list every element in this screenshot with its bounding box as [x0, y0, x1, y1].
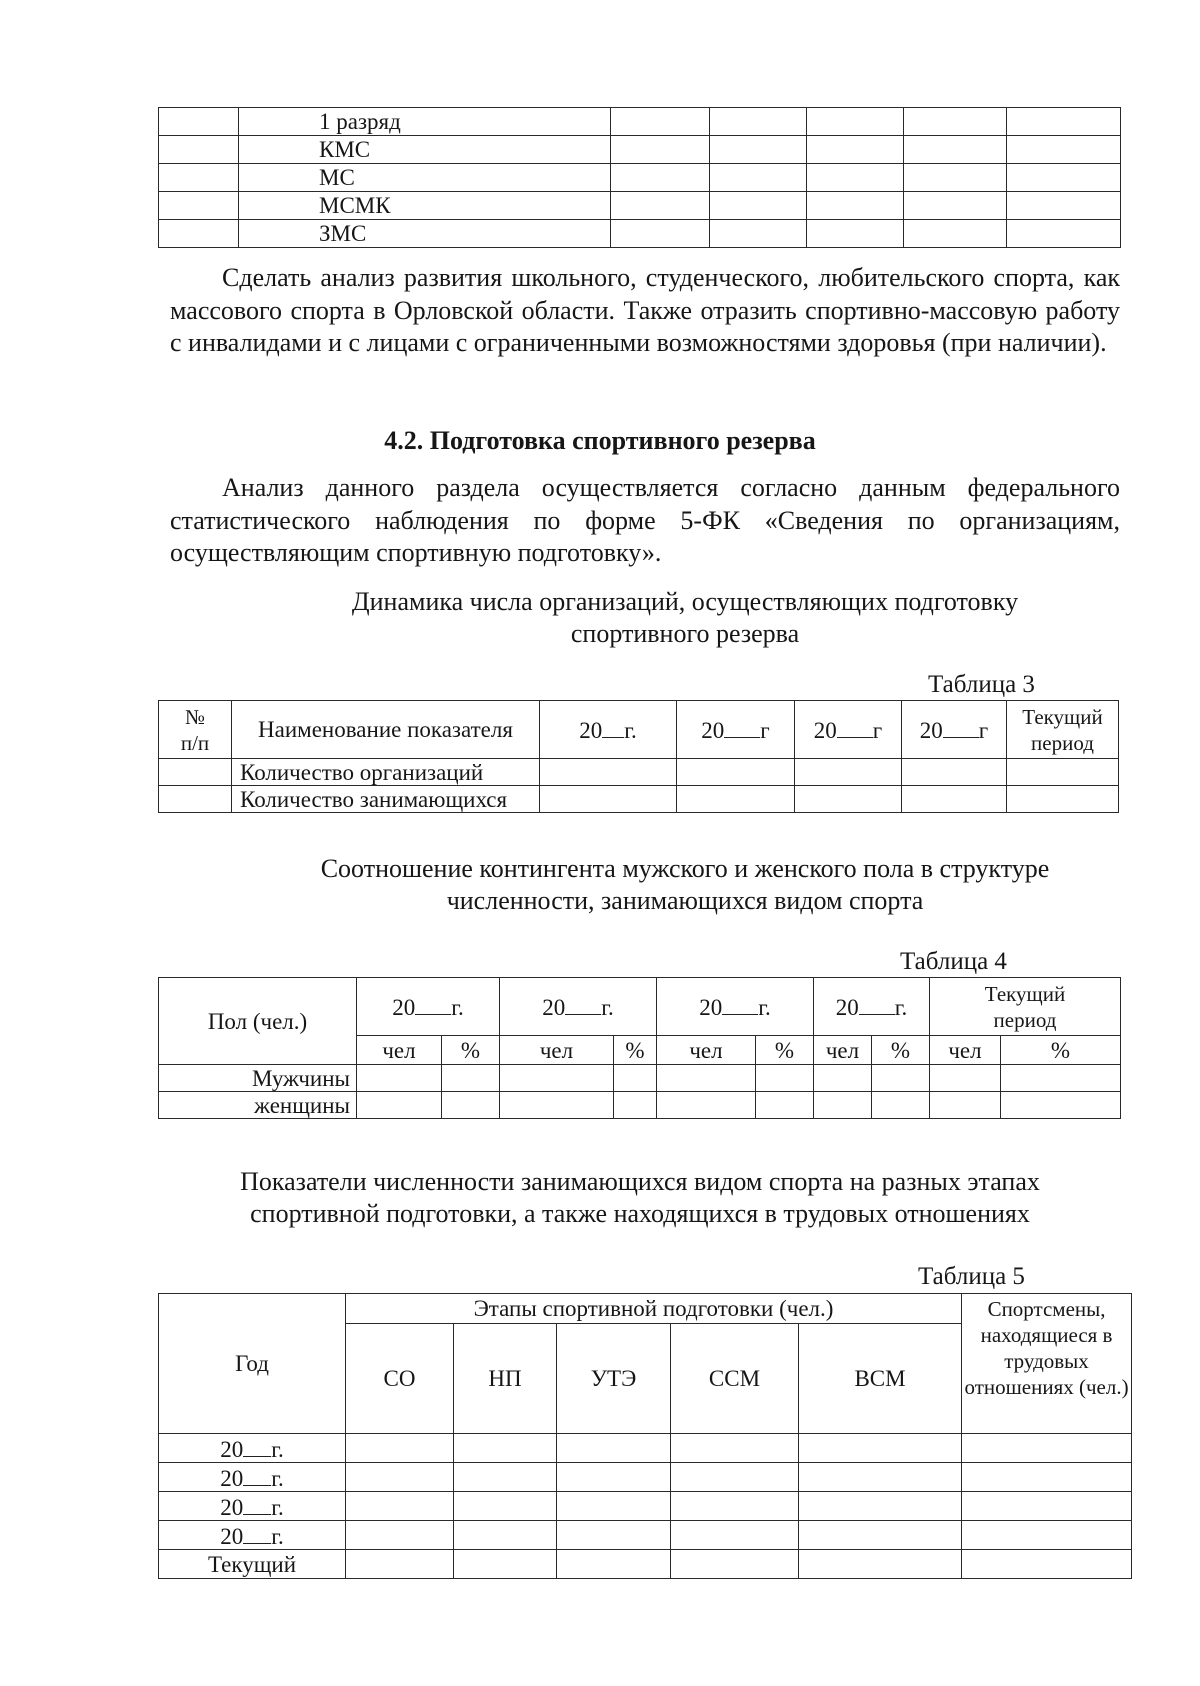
col-year: 20 г: [795, 701, 902, 759]
table-row: [159, 1492, 1132, 1521]
col-stage-so: СО: [346, 1324, 454, 1434]
section-heading: 4.2. Подготовка спортивного резерва: [384, 426, 816, 455]
table-header-row: [159, 1294, 1132, 1324]
row-year: 20 г.: [159, 1521, 346, 1550]
col-year: 20 г.: [540, 701, 677, 759]
table-row: [159, 1092, 1121, 1119]
table-row: [159, 136, 1121, 164]
table4-gender: [158, 977, 1121, 1119]
table-row: [159, 759, 1119, 786]
col-year: 20 г.: [357, 978, 500, 1036]
col-stage-vsm: ВСМ: [799, 1324, 962, 1434]
table3-organizations: [158, 700, 1119, 813]
col-current-period: Текущий период: [930, 978, 1121, 1036]
table-row: [159, 1463, 1132, 1492]
col-year: 20 г: [902, 701, 1007, 759]
col-number: № п/п: [159, 701, 232, 759]
col-indicator-name: Наименование показателя: [232, 701, 540, 759]
row-current: Текущий: [159, 1550, 346, 1579]
sub-percent: %: [1001, 1036, 1121, 1065]
rank-label: МС: [239, 164, 611, 192]
table-row: [159, 164, 1121, 192]
row-year: 20 г.: [159, 1463, 346, 1492]
col-stages-group: Этапы спортивной подготовки (чел.): [346, 1294, 962, 1324]
table-row: [159, 192, 1121, 220]
col-stage-ssm: ССМ: [671, 1324, 799, 1434]
col-year: 20 г.: [657, 978, 814, 1036]
sub-count: чел: [357, 1036, 442, 1065]
col-employed-athletes: Спортсмены, находящиеся в трудовых отношениях (чел.): [962, 1294, 1132, 1434]
table5-stages: [158, 1293, 1132, 1579]
table-header-row: [159, 701, 1119, 759]
row-year: 20 г.: [159, 1434, 346, 1463]
table-row: [159, 1550, 1132, 1579]
col-year: 20 г: [677, 701, 795, 759]
sub-percent: %: [442, 1036, 500, 1065]
rank-label: КМС: [239, 136, 611, 164]
table5-label: Таблица 5: [918, 1263, 1025, 1290]
col-current-period: Текущий период: [1007, 701, 1119, 759]
col-gender: Пол (чел.): [159, 978, 357, 1065]
table3-label: Таблица 3: [928, 671, 1035, 698]
sub-percent: %: [756, 1036, 814, 1065]
row-label: Количество организаций: [232, 759, 540, 786]
table-row: [159, 1065, 1121, 1092]
paragraph-section-intro: Анализ данного раздела осуществляется согласно данным федерального статистического наблюдения по форме 5-ФК «Сведения по организациям, осуществляющим спортивную подготовку».: [170, 473, 1120, 567]
sub-count: чел: [500, 1036, 614, 1065]
row-label: Мужчины: [159, 1065, 357, 1092]
sub-count: чел: [814, 1036, 872, 1065]
ranks-table: [158, 107, 1121, 248]
table3-caption: Динамика числа организаций, осуществляющих подготовку спортивного резерва: [351, 587, 1019, 648]
table-row: [159, 108, 1121, 136]
table5-caption: Показатели численности занимающихся видом спорта на разных этапах спортивной подготовки, а также находящихся в трудовых отношениях: [240, 1167, 1040, 1228]
table-header-row: [159, 978, 1121, 1036]
table-row: [159, 786, 1119, 813]
table-row: [159, 220, 1121, 248]
table-row: [159, 1434, 1132, 1463]
rank-label: 1 разряд: [239, 108, 611, 136]
table4-caption: Соотношение контингента мужского и женского пола в структуре численности, занимающихся видом спорта: [320, 854, 1050, 915]
col-year: 20 г.: [814, 978, 930, 1036]
sub-count: чел: [657, 1036, 756, 1065]
sub-percent: %: [614, 1036, 657, 1065]
row-label: Количество занимающихся: [232, 786, 540, 813]
row-label: женщины: [159, 1092, 357, 1119]
col-year: Год: [159, 1294, 346, 1434]
row-year: 20 г.: [159, 1492, 346, 1521]
table-row: [159, 1521, 1132, 1550]
rank-label: ЗМС: [239, 220, 611, 248]
col-year: 20 г.: [500, 978, 657, 1036]
paragraph-sport-analysis: Сделать анализ развития школьного, студенческого, любительского спорта, как массового спорта в Орловской области. Также отразить спортивно-массовую работу с инвалидами и с лицами с ограниченными возможностями здоровья (при наличии).: [170, 263, 1120, 357]
table4-label: Таблица 4: [900, 948, 1007, 975]
sub-percent: %: [872, 1036, 930, 1065]
col-stage-np: НП: [454, 1324, 557, 1434]
col-stage-ute: УТЭ: [557, 1324, 671, 1434]
rank-label: МСМК: [239, 192, 611, 220]
sub-count: чел: [930, 1036, 1001, 1065]
